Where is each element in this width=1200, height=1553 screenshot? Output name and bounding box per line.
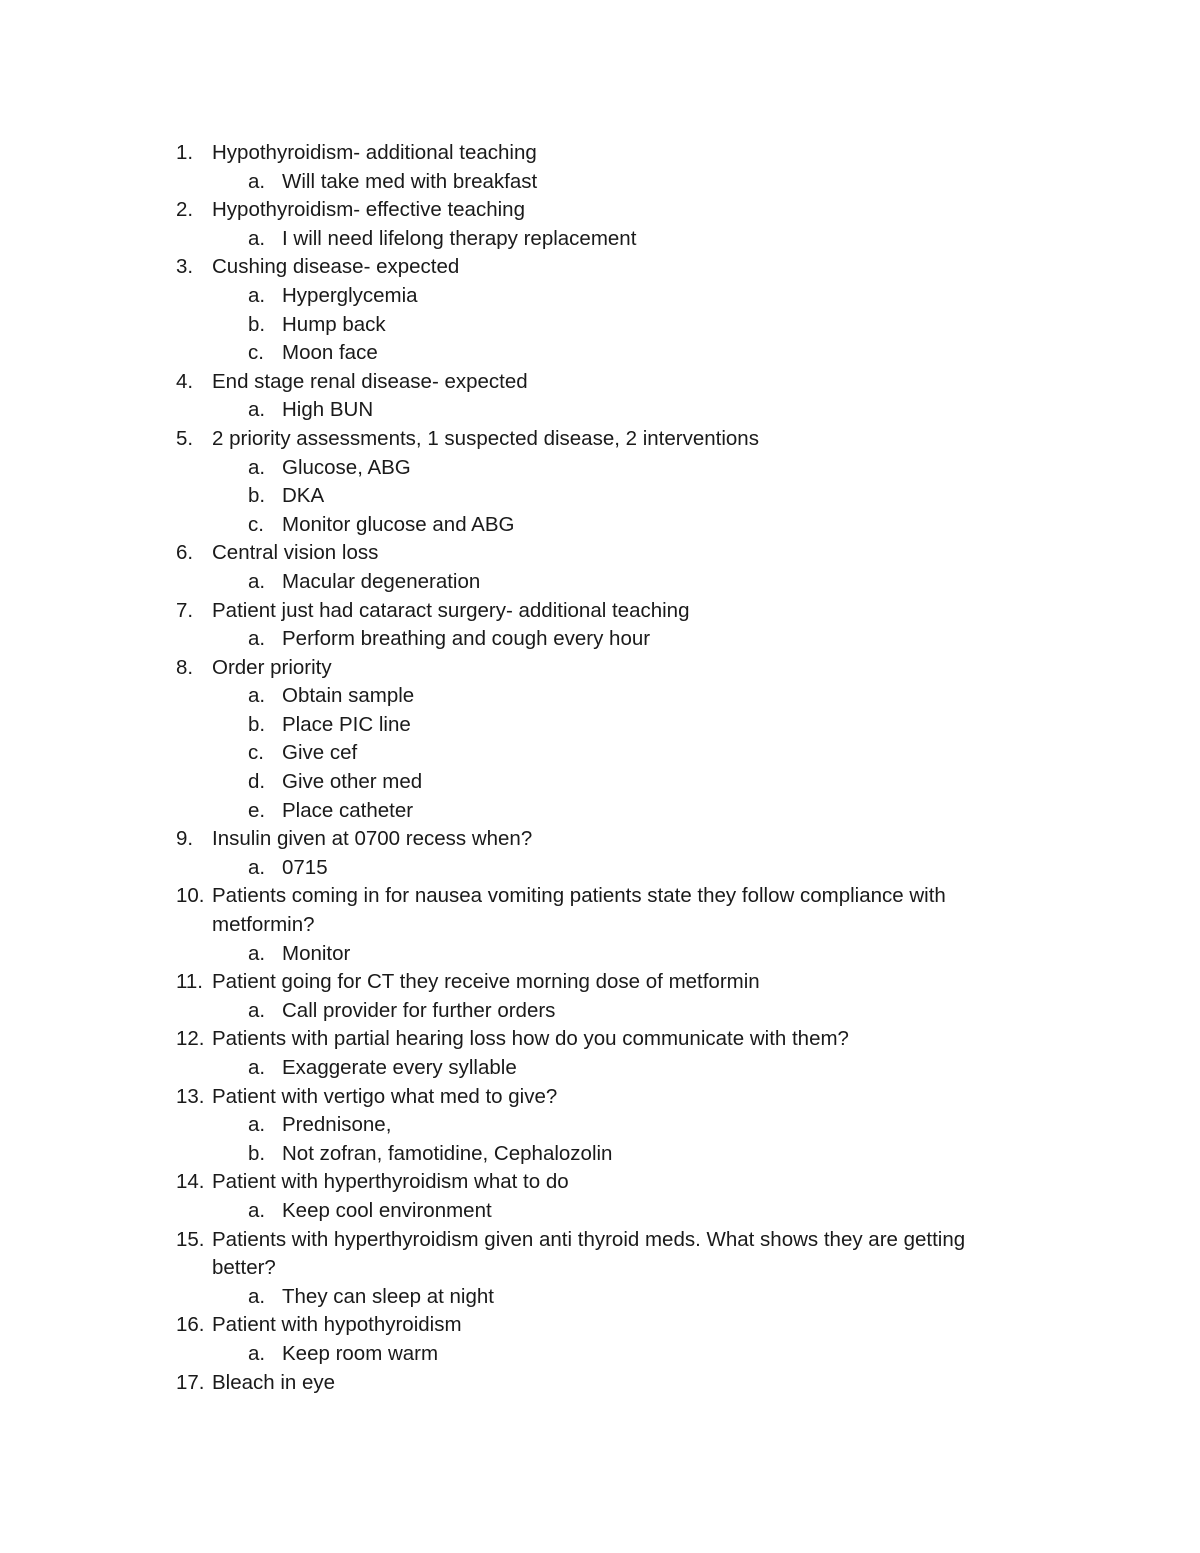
sub-list-item xyxy=(0,1140,1030,1169)
sub-list xyxy=(212,682,1030,825)
list-item xyxy=(0,1083,1200,1169)
sub-list xyxy=(212,454,1030,540)
list-item xyxy=(0,425,1200,539)
list-item xyxy=(0,196,1200,253)
list-item-text: 2 priority assessments, 1 suspected disease, 2 interventions xyxy=(212,426,759,450)
sub-list-item-letter: a. xyxy=(248,941,266,965)
sub-list-item-letter: a. xyxy=(248,998,266,1022)
sub-list-item-text: High BUN xyxy=(282,398,374,422)
sub-list-item xyxy=(0,1197,1030,1226)
list-item xyxy=(0,654,1200,826)
sub-list-item xyxy=(0,454,1030,483)
sub-list-item-letter: a. xyxy=(248,1056,266,1079)
list-item xyxy=(0,1025,1200,1082)
sub-list-item-text: Moon face xyxy=(282,341,378,365)
sub-list-item-letter: a. xyxy=(248,1113,266,1137)
sub-list-item xyxy=(0,797,1030,826)
list-item-number: 1. xyxy=(176,141,194,164)
sub-list-item xyxy=(0,711,1030,740)
sub-list xyxy=(212,1283,1030,1312)
sub-list-item xyxy=(0,511,1030,540)
list-item-number: 5. xyxy=(176,426,194,450)
list-item-text: Patient just had cataract surgery- additional teaching xyxy=(212,598,690,622)
sub-list-item xyxy=(0,1340,1030,1369)
list-item xyxy=(0,253,1200,367)
sub-list-item-letter: b. xyxy=(248,312,266,336)
sub-list-item-text: Not zofran, famotidine, Cephalozolin xyxy=(282,1141,613,1165)
sub-list-item-text: DKA xyxy=(282,484,325,508)
sub-list-item-text: Monitor glucose and ABG xyxy=(282,512,515,536)
sub-list-item xyxy=(0,482,1030,511)
list-item-text: Patient going for CT they receive morning dose of metformin xyxy=(212,970,760,994)
sub-list-item-letter: c. xyxy=(248,741,264,765)
sub-list xyxy=(212,940,1030,969)
list-item xyxy=(0,1311,1200,1368)
list-item-number: 8. xyxy=(176,655,194,679)
list-item-number: 2. xyxy=(176,198,194,222)
sub-list-item xyxy=(0,311,1030,340)
sub-list-item-letter: a. xyxy=(248,569,266,593)
sub-list-item xyxy=(0,854,1030,883)
sub-list xyxy=(212,225,1030,254)
list-item-text: Patients with partial hearing loss how do you communicate with them? xyxy=(212,1027,849,1051)
sub-list-item-text: Monitor xyxy=(282,941,351,965)
list-item-number: 3. xyxy=(176,255,194,279)
sub-list-item-letter: b. xyxy=(248,484,266,508)
sub-list-item-text: They can sleep at night xyxy=(282,1284,494,1308)
sub-list-item-text: Obtain sample xyxy=(282,684,415,708)
sub-list-item-letter: b. xyxy=(248,712,266,736)
sub-list-item-text: Exaggerate every syllable xyxy=(282,1056,517,1079)
sub-list-item-letter: a. xyxy=(248,684,266,708)
sub-list-item xyxy=(0,1283,1030,1312)
sub-list xyxy=(212,1111,1030,1168)
sub-list-item-letter: a. xyxy=(248,169,266,193)
sub-list-item-text: Keep room warm xyxy=(282,1341,439,1365)
sub-list xyxy=(212,1340,1030,1369)
list-item-text: Bleach in eye xyxy=(212,1370,336,1394)
list-item xyxy=(0,1369,1200,1398)
sub-list-item-letter: a. xyxy=(248,627,266,651)
sub-list-item-letter: c. xyxy=(248,512,264,536)
sub-list-item-letter: a. xyxy=(248,455,266,479)
sub-list-item xyxy=(0,768,1030,797)
sub-list-item-letter: a. xyxy=(248,226,266,250)
sub-list-item-text: Will take med with breakfast xyxy=(282,169,538,193)
sub-list-item-text: Keep cool environment xyxy=(282,1198,492,1222)
sub-list-item-text: Give cef xyxy=(282,741,358,765)
list-item xyxy=(0,1168,1200,1225)
sub-list-item-text: Call provider for further orders xyxy=(282,998,556,1022)
sub-list-item-text: Place catheter xyxy=(282,798,414,822)
sub-list-item-text: I will need lifelong therapy replacement xyxy=(282,226,637,250)
list-item-text: Patient with vertigo what med to give? xyxy=(212,1084,558,1108)
sub-list xyxy=(212,854,1030,883)
numbered-list xyxy=(0,139,1200,1397)
sub-list-item-letter: a. xyxy=(248,283,266,307)
sub-list-item-letter: b. xyxy=(248,1141,266,1165)
list-item xyxy=(0,1226,1200,1312)
list-item-number: 12. xyxy=(176,1027,205,1051)
sub-list-item-letter: d. xyxy=(248,770,266,794)
list-item-number: 14. xyxy=(176,1170,205,1194)
sub-list-item xyxy=(0,625,1030,654)
sub-list-item-text: Perform breathing and cough every hour xyxy=(282,627,651,651)
sub-list-item xyxy=(0,168,1030,197)
sub-list-item-text: Prednisone, xyxy=(282,1113,392,1137)
sub-list-item xyxy=(0,396,1030,425)
sub-list xyxy=(212,568,1030,597)
sub-list-item-letter: a. xyxy=(248,1341,266,1365)
list-item-number: 17. xyxy=(176,1370,205,1394)
sub-list xyxy=(212,282,1030,368)
list-item-text: End stage renal disease- expected xyxy=(212,369,528,393)
list-item-text: Order priority xyxy=(212,655,332,679)
sub-list-item-letter: a. xyxy=(248,855,266,879)
list-item-number: 7. xyxy=(176,598,194,622)
list-item-text: Hypothyroidism- effective teaching xyxy=(212,198,525,222)
sub-list-item xyxy=(0,739,1030,768)
list-item-text: Cushing disease- expected xyxy=(212,255,460,279)
sub-list xyxy=(212,997,1030,1026)
list-item-text: Central vision loss xyxy=(212,541,379,565)
list-item xyxy=(0,882,1200,968)
sub-list-item xyxy=(0,940,1030,969)
sub-list-item-letter: c. xyxy=(248,341,264,365)
sub-list-item-text: Hump back xyxy=(282,312,386,336)
sub-list-item xyxy=(0,997,1030,1026)
list-item-number: 4. xyxy=(176,369,194,393)
list-item-text: Patients with hyperthyroidism given anti thyroid meds. What shows they are getting better? xyxy=(212,1227,966,1280)
list-item xyxy=(0,597,1200,654)
sub-list xyxy=(212,625,1030,654)
sub-list-item xyxy=(0,568,1030,597)
sub-list-item-letter: a. xyxy=(248,398,266,422)
sub-list-item xyxy=(0,282,1030,311)
sub-list xyxy=(212,1054,1030,1083)
sub-list-item-letter: a. xyxy=(248,1198,266,1222)
sub-list-item-text: Glucose, ABG xyxy=(282,455,411,479)
list-item-number: 16. xyxy=(176,1313,205,1337)
sub-list-item xyxy=(0,339,1030,368)
list-item-text: Patients coming in for nausea vomiting patients state they follow compliance with metformin? xyxy=(212,884,946,937)
sub-list xyxy=(212,168,1030,197)
sub-list-item-text: Macular degeneration xyxy=(282,569,481,593)
list-item xyxy=(0,368,1200,425)
list-item-number: 11. xyxy=(176,970,203,994)
list-item xyxy=(0,825,1200,882)
sub-list-item xyxy=(0,225,1030,254)
sub-list-item xyxy=(0,682,1030,711)
list-item xyxy=(0,968,1200,1025)
sub-list-item-text: 0715 xyxy=(282,855,328,879)
list-item-number: 15. xyxy=(176,1227,205,1251)
sub-list xyxy=(212,396,1030,425)
list-item-text: Hypothyroidism- additional teaching xyxy=(212,141,537,164)
list-item-text: Insulin given at 0700 recess when? xyxy=(212,827,533,851)
list-item-text: Patient with hypothyroidism xyxy=(212,1313,462,1337)
list-item-text: Patient with hyperthyroidism what to do xyxy=(212,1170,569,1194)
sub-list-item-text: Place PIC line xyxy=(282,712,411,736)
list-item xyxy=(0,539,1200,596)
sub-list-item-letter: a. xyxy=(248,1284,266,1308)
list-item-number: 9. xyxy=(176,827,194,851)
sub-list-item-text: Give other med xyxy=(282,770,423,794)
sub-list-item-text: Hyperglycemia xyxy=(282,283,418,307)
sub-list-item-letter: e. xyxy=(248,798,266,822)
sub-list xyxy=(212,1197,1030,1226)
sub-list-item xyxy=(0,1054,1030,1083)
list-item-number: 13. xyxy=(176,1084,205,1108)
sub-list-item xyxy=(0,1111,1030,1140)
list-item-number: 6. xyxy=(176,541,194,565)
list-item-number: 10. xyxy=(176,884,205,908)
list-item xyxy=(0,139,1200,196)
